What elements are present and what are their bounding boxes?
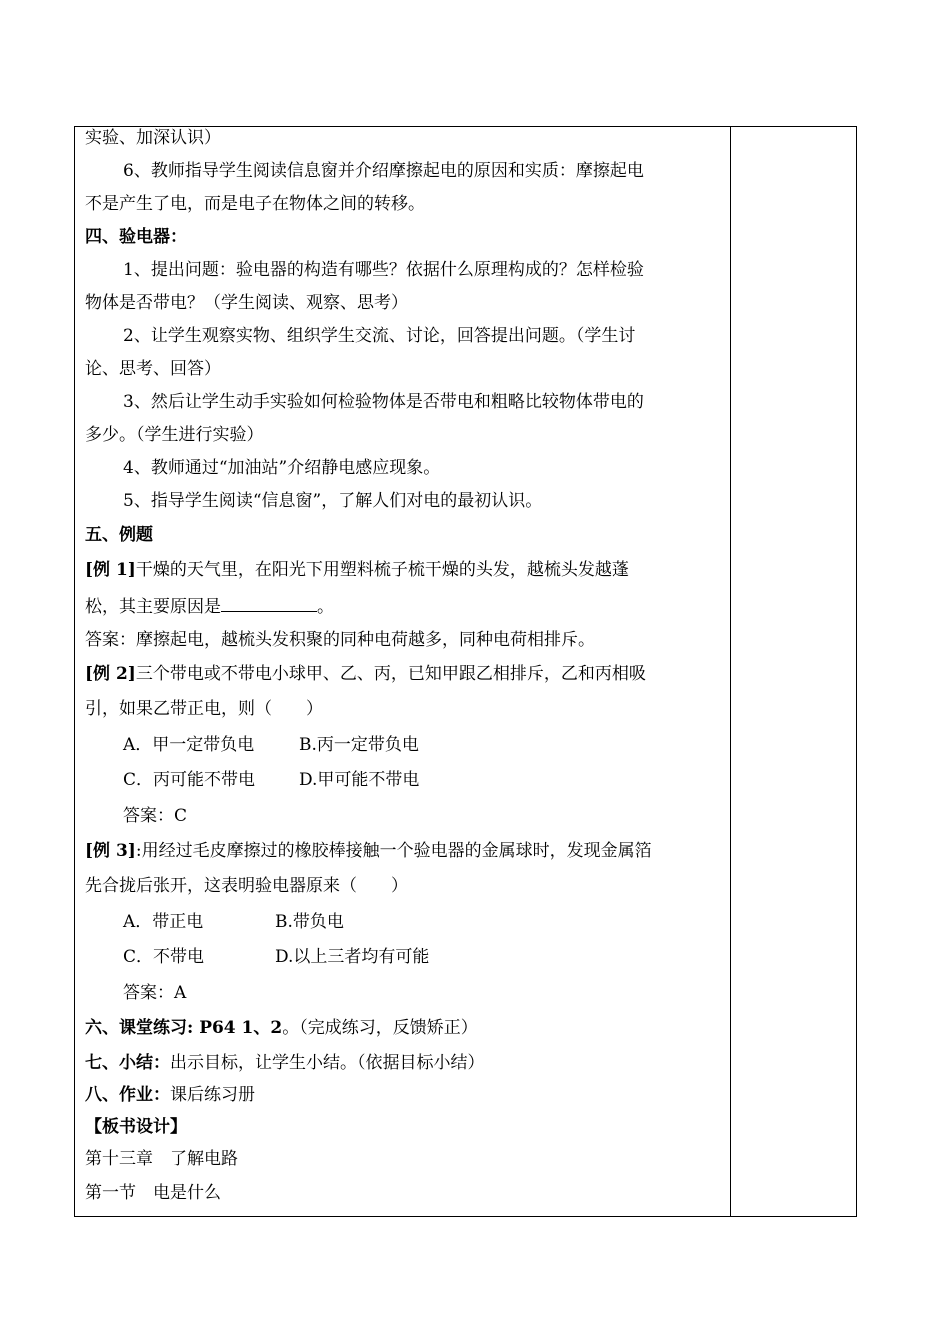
option-a: A．甲一定带负电 xyxy=(123,735,255,755)
example-2-answer: 答案：C xyxy=(123,806,188,826)
section-heading: 五、例题 xyxy=(85,525,153,545)
text-line: 不是产生了电，而是电子在物体之间的转移。 xyxy=(85,194,425,214)
section-6 xyxy=(85,1017,478,1039)
text-line: 1、提出问题：验电器的构造有哪些？依据什么原理构成的？怎样检验 xyxy=(123,260,644,280)
example-2-options-ab xyxy=(85,734,419,756)
example-text: 三个带电或不带电小球甲、乙、丙，已知甲跟乙相排斥，乙和丙相吸 xyxy=(135,664,646,684)
answer-blank xyxy=(221,594,317,612)
text-line: 5、指导学生阅读“信息窗”，了解人们对电的最初认识。 xyxy=(123,491,543,511)
option-d: D.甲可能不带电 xyxy=(299,770,420,790)
option-a: A．带正电 xyxy=(123,912,204,932)
chapter-title: 第十三章 了解电路 xyxy=(85,1149,238,1169)
example-text: 干燥的天气里，在阳光下用塑料梳子梳干燥的头发，越梳头发越蓬 xyxy=(135,560,629,580)
example-text: 松，其主要原因是 xyxy=(85,597,221,617)
option-b: B.丙一定带负电 xyxy=(299,735,419,755)
example-text: :用经过毛皮摩擦过的橡胶棒接触一个验电器的金属球时，发现金属箔 xyxy=(135,841,652,861)
text-line: 物体是否带电？（学生阅读、观察、思考） xyxy=(85,293,408,313)
example-tag: [例 1] xyxy=(85,560,136,580)
example-3-answer: 答案：A xyxy=(123,983,187,1003)
section-heading: 六、课堂练习: P64 1、2 xyxy=(85,1018,283,1038)
text-line: 论、思考、回答） xyxy=(85,359,221,379)
text-line: 3、然后让学生动手实验如何检验物体是否带电和粗略比较物体带电的 xyxy=(123,392,644,412)
option-d: D.以上三者均有可能 xyxy=(275,947,430,967)
example-3-options-cd xyxy=(85,946,429,968)
example-text: 。 xyxy=(317,597,334,617)
section-8 xyxy=(85,1084,255,1106)
section-title: 第一节 电是什么 xyxy=(85,1183,221,1203)
text-line: 多少。（学生进行实验） xyxy=(85,425,264,445)
example-1 xyxy=(85,559,629,581)
option-c: C．丙可能不带电 xyxy=(123,770,256,790)
example-3-options-ab xyxy=(85,911,344,933)
lesson-table xyxy=(74,126,857,1217)
example-tag: [例 2] xyxy=(85,664,136,684)
text-line: 6、教师指导学生阅读信息窗并介绍摩擦起电的原因和实质：摩擦起电 xyxy=(123,161,644,181)
example-3-line2: 先合拢后张开，这表明验电器原来（ ） xyxy=(85,876,408,896)
section-7 xyxy=(85,1052,485,1074)
example-1-line2 xyxy=(85,594,334,618)
section-text: 出示目标，让学生小结。（依据目标小结） xyxy=(170,1053,485,1073)
example-2-options-cd xyxy=(85,769,419,791)
board-design-heading: 【板书设计】 xyxy=(85,1117,187,1137)
section-text: 课后练习册 xyxy=(170,1085,255,1105)
example-2 xyxy=(85,663,646,685)
example-2-line2: 引，如果乙带正电，则（ ） xyxy=(85,699,323,719)
option-b: B.带负电 xyxy=(275,912,344,932)
section-text: 。（完成练习，反馈矫正） xyxy=(282,1018,478,1038)
text-line: 2、让学生观察实物、组织学生交流、讨论，回答提出问题。（学生讨 xyxy=(123,326,636,346)
text-line: 实验、加深认识） xyxy=(85,128,221,148)
example-tag: [例 3] xyxy=(85,841,136,861)
column-divider xyxy=(730,127,731,1216)
example-3 xyxy=(85,840,652,862)
section-heading: 四、验电器： xyxy=(85,227,187,247)
example-1-answer: 答案：摩擦起电，越梳头发积聚的同种电荷越多，同种电荷相排斥。 xyxy=(85,630,595,650)
option-c: C．不带电 xyxy=(123,947,205,967)
section-heading: 七、小结： xyxy=(85,1053,170,1073)
section-heading: 八、作业： xyxy=(85,1085,170,1105)
text-line: 4、教师通过“加油站”介绍静电感应现象。 xyxy=(123,458,441,478)
